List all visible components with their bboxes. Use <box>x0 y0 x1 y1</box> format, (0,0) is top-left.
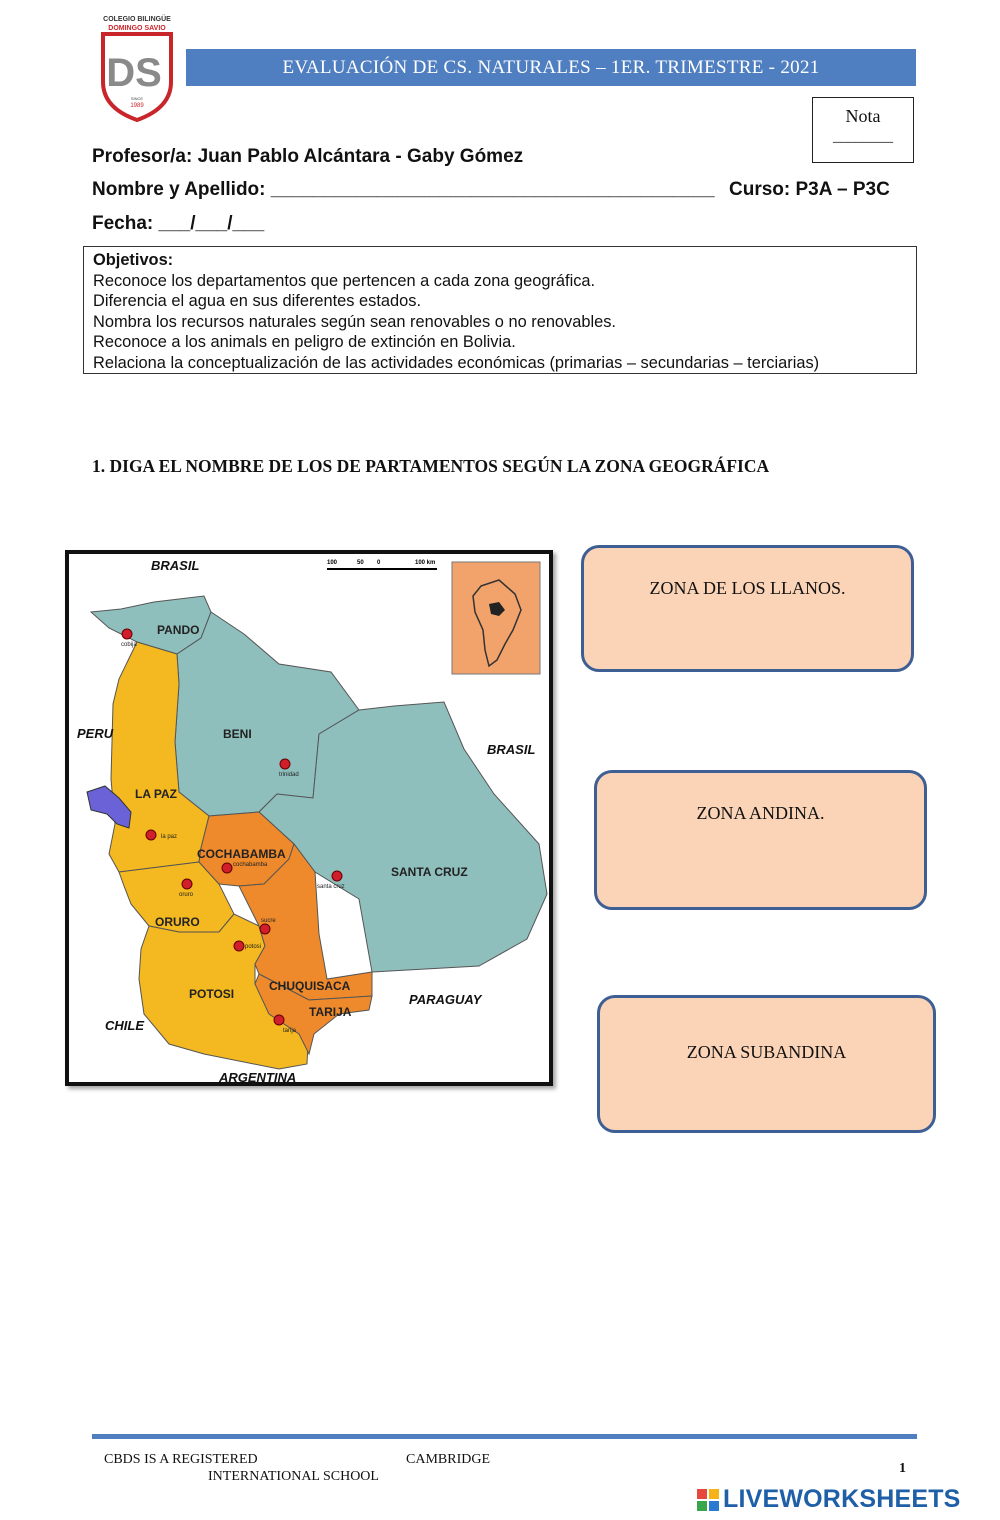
country-label: ARGENTINA <box>219 1070 297 1082</box>
city-dot <box>234 941 244 951</box>
footer-left-text: CBDS IS A REGISTERED <box>104 1452 258 1467</box>
department-label: COCHABAMBA <box>197 847 286 861</box>
city-dot <box>182 879 192 889</box>
bolivia-map <box>65 550 553 1086</box>
city-label: potosi <box>245 944 262 950</box>
city-dot <box>146 830 156 840</box>
zone-llanos-box[interactable]: ZONA DE LOS LLANOS. <box>581 545 914 672</box>
evaluation-title-banner: EVALUACIÓN DE CS. NATURALES – 1ER. TRIMESTRE - 2021 <box>186 49 916 86</box>
liveworksheets-icon <box>697 1489 719 1511</box>
city-label: la paz <box>161 834 178 840</box>
city-label: oruro <box>179 892 194 898</box>
objective-item: Relaciona la conceptualización de las actividades económicas (primarias – secundarias – terciarias) <box>93 353 820 372</box>
grade-line: ________ <box>833 129 893 145</box>
grade-label: Nota <box>845 106 881 126</box>
scale-tick: 50 <box>357 560 364 566</box>
city-label: cochabamba <box>233 862 268 868</box>
course-label: Curso: P3A – P3C <box>729 179 890 200</box>
student-name-field[interactable]: Nombre y Apellido: __________________________________________ <box>92 179 715 200</box>
liveworksheets-brand <box>697 1485 961 1514</box>
city-label: trinidad <box>279 772 299 778</box>
liveworksheets-wordmark: LIVEWORKSHEETS <box>723 1485 961 1513</box>
city-dot <box>332 871 342 881</box>
department-label: PANDO <box>157 623 200 637</box>
footer-bottom-text: INTERNATIONAL SCHOOL <box>208 1469 379 1484</box>
city-label: santa cruz <box>317 884 345 890</box>
school-logo <box>98 12 176 124</box>
city-label: sucre <box>261 918 276 924</box>
objective-item: Reconoce los departamentos que pertencen a cada zona geográfica. <box>93 271 596 290</box>
logo-school-line1: COLEGIO BILINGÜE <box>103 16 171 23</box>
city-dot <box>222 863 232 873</box>
footer-divider <box>92 1434 917 1439</box>
department-label: TARIJA <box>309 1005 352 1019</box>
logo-letters: DS <box>106 51 162 95</box>
logo-school-line2: DOMINGO SAVIO <box>108 25 166 32</box>
date-field[interactable]: Fecha: ___/___/___ <box>92 213 265 234</box>
department-label: SANTA CRUZ <box>391 865 468 879</box>
country-label: PERU <box>77 726 114 741</box>
country-label: BRASIL <box>487 742 536 757</box>
department-label: POTOSI <box>189 987 235 1001</box>
objective-item: Reconoce a los animals en peligro de extinción en Bolivia. <box>93 333 516 352</box>
department-label: CHUQUISACA <box>269 979 351 993</box>
city-dot <box>274 1015 284 1025</box>
city-dot <box>260 924 270 934</box>
zone-subandina-box[interactable]: ZONA SUBANDINA <box>597 995 936 1133</box>
logo-year: 1989 <box>130 103 144 109</box>
city-label: cobija <box>121 642 137 648</box>
city-label: tarija <box>283 1028 297 1034</box>
footer-middle-text: CAMBRIDGE <box>406 1452 491 1467</box>
scale-tick: 100 <box>327 560 338 566</box>
department-label: LA PAZ <box>135 787 177 801</box>
country-label: CHILE <box>105 1018 144 1033</box>
objective-item: Nombra los recursos naturales según sean renovables o no renovables. <box>93 312 616 331</box>
country-label: BRASIL <box>151 558 200 573</box>
zone-andina-box[interactable]: ZONA ANDINA. <box>594 770 927 910</box>
objectives-box <box>83 246 917 374</box>
city-dot <box>122 629 132 639</box>
page-number: 1 <box>899 1461 906 1476</box>
logo-since: SINCE <box>130 96 144 101</box>
country-label: PARAGUAY <box>409 992 482 1007</box>
objective-item: Diferencia el agua en sus diferentes estados. <box>93 292 422 311</box>
department-label: ORURO <box>155 915 200 929</box>
teacher-line: Profesor/a: Juan Pablo Alcántara - Gaby Gómez <box>92 146 524 167</box>
scale-tick: 100 km <box>415 560 436 566</box>
department-label: BENI <box>223 727 252 741</box>
objectives-title: Objetivos: <box>93 251 174 269</box>
question-1-title: 1. DIGA EL NOMBRE DE LOS DE PARTAMENTOS SEGÚN LA ZONA GEOGRÁFICA <box>92 456 770 476</box>
grade-box <box>812 97 914 163</box>
city-dot <box>280 759 290 769</box>
scale-tick: 0 <box>377 560 381 566</box>
inset-box <box>452 562 540 674</box>
